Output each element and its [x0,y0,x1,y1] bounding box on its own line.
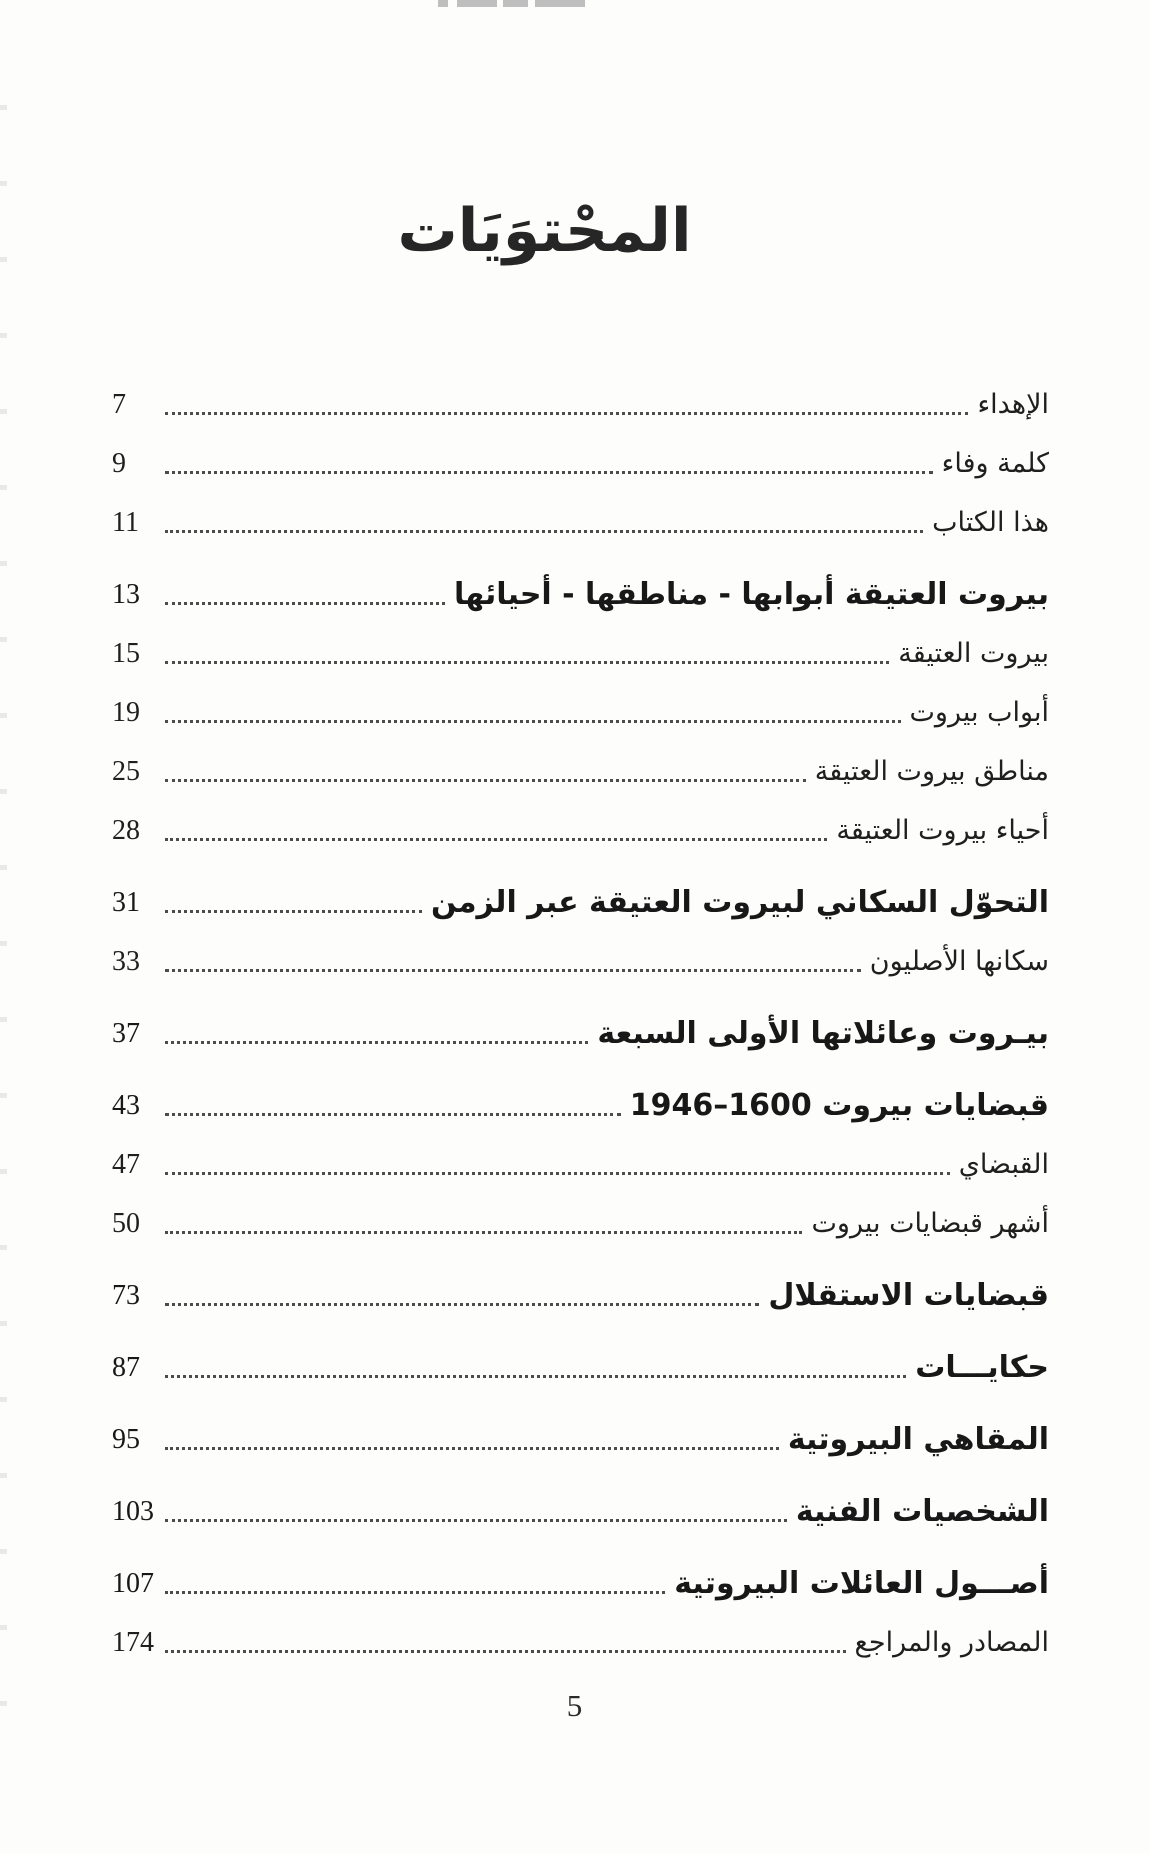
toc-entry-label: سكانها الأصليون [869,946,1049,977]
toc-dotted-leader [165,471,933,474]
toc-entry-label: كلمة وفاء [941,448,1049,479]
toc-entry [112,1015,1049,1053]
toc-page-number: 47 [112,1149,140,1180]
toc-page-number: 11 [112,507,139,538]
toc-dotted-leader [165,1591,665,1594]
toc-dotted-leader [165,1650,846,1653]
toc-dotted-leader [165,1231,802,1234]
toc-dotted-leader [165,412,968,415]
toc-entry-label: هذا الكتاب [932,507,1049,538]
toc-entry-label: بيـروت وعائلاتها الأولى السبعة [597,1016,1049,1051]
scan-mark [503,0,528,7]
toc-entry [112,1493,1049,1531]
toc-page-number: 50 [112,1208,140,1239]
toc-page-number: 28 [112,815,140,846]
toc-entry-label: المقاهي البيروتية [787,1422,1049,1457]
toc-entry [112,386,1049,424]
toc-entry [112,635,1049,673]
toc-dotted-leader [165,1113,621,1116]
toc-page-number: 43 [112,1090,140,1121]
toc-page-number: 174 [112,1627,154,1658]
toc-dotted-leader [165,1303,759,1306]
toc-entry-label: الإهداء [977,389,1049,420]
toc-entry [112,1087,1049,1125]
toc-entry-label: المصادر والمراجع [854,1627,1049,1658]
toc-entry [112,1277,1049,1315]
toc-entry-label: مناطق بيروت العتيقة [814,756,1049,787]
toc-page-number: 9 [112,448,126,479]
toc-dotted-leader [165,530,923,533]
left-edge-scan-marks [0,105,7,1725]
toc-dotted-leader [165,602,445,605]
toc-page-number: 25 [112,756,140,787]
toc-entry-label: حكايـــات [915,1350,1049,1385]
toc-entry [112,694,1049,732]
toc-page-number: 103 [112,1496,154,1527]
toc-dotted-leader [165,1041,588,1044]
toc-entry-label: أبواب بيروت [909,697,1049,728]
toc-page-number: 19 [112,697,140,728]
toc-entry [112,1205,1049,1243]
toc-page-number: 31 [112,887,140,918]
toc-entry [112,1349,1049,1387]
toc-entry [112,504,1049,542]
scan-mark [438,0,448,7]
toc-entry-label: الشخصيات الفنية [795,1494,1049,1529]
toc-entry [112,576,1049,614]
toc-entry-label: أشهر قبضايات بيروت [811,1208,1049,1239]
scan-mark [457,0,497,7]
toc-entry [112,1421,1049,1459]
toc-dotted-leader [165,910,422,913]
toc-dotted-leader [165,779,806,782]
scan-mark [535,0,585,7]
toc-page-number: 33 [112,946,140,977]
toc-dotted-leader [165,838,827,841]
toc-entry-label: أحياء بيروت العتيقة [836,815,1049,846]
toc-entry-label: بيروت العتيقة أبوابها - مناطقها - أحيائها [453,577,1049,612]
toc-dotted-leader [165,1519,787,1522]
toc-entry-label: القبضاي [958,1149,1049,1180]
table-of-contents [112,386,1049,1662]
toc-entry [112,1146,1049,1184]
toc-page-number: 15 [112,638,140,669]
toc-dotted-leader [165,1172,950,1175]
toc-entry [112,1624,1049,1662]
toc-dotted-leader [165,661,889,664]
toc-page-number: 95 [112,1424,140,1455]
toc-page-number: 87 [112,1352,140,1383]
toc-page-number: 107 [112,1568,154,1599]
toc-entry [112,943,1049,981]
toc-dotted-leader [165,720,901,723]
toc-entry-label: قبضايات بيروت 1600–1946 [629,1088,1049,1123]
toc-entry [112,1565,1049,1603]
toc-entry-label: أصـــول العائلات البيروتية [674,1566,1049,1601]
toc-entry-label: قبضايات الاستقلال [768,1278,1049,1313]
toc-page-number: 73 [112,1280,140,1311]
toc-entry [112,884,1049,922]
top-edge-scan-marks [0,0,1149,8]
toc-entry [112,753,1049,791]
toc-page-number: 7 [112,389,126,420]
toc-page-number: 13 [112,579,140,610]
toc-entry [112,445,1049,483]
toc-entry [112,812,1049,850]
toc-dotted-leader [165,1375,906,1378]
toc-entry-label: بيروت العتيقة [898,638,1049,669]
toc-page-number: 37 [112,1018,140,1049]
toc-dotted-leader [165,969,861,972]
toc-dotted-leader [165,1447,779,1450]
contents-title: المحْتوَيَات [397,196,692,266]
toc-entry-label: التحوّل السكاني لبيروت العتيقة عبر الزمن [430,885,1049,920]
folio-page-number: 5 [566,1688,583,1723]
